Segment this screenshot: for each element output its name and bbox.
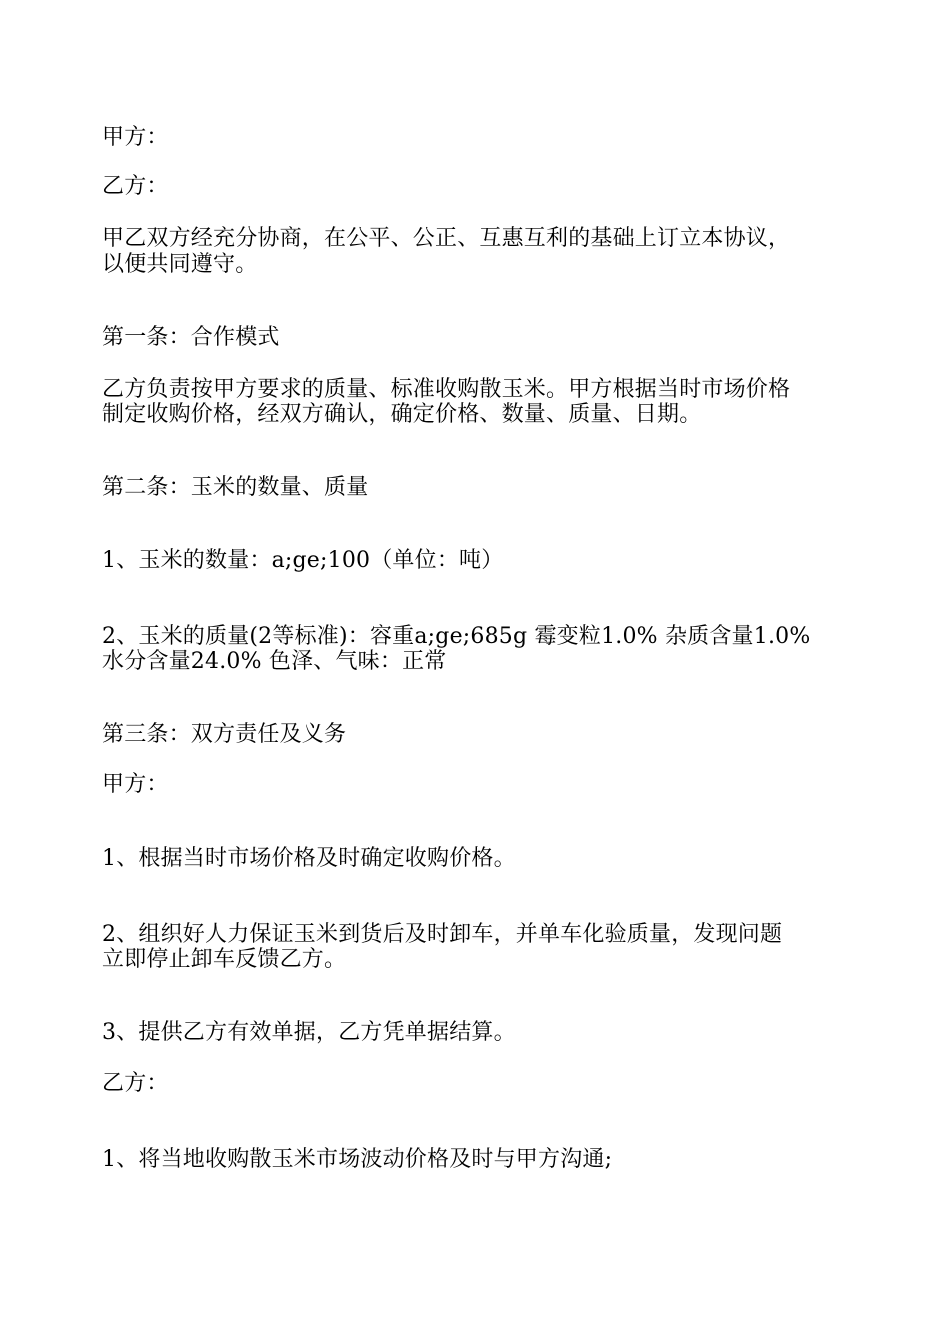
party-a-duty-2-line-1: 2、组织好人力保证玉米到货后及时卸车，并单车化验质量，发现问题 bbox=[102, 922, 783, 947]
preamble-line-2: 以便共同遵守。 bbox=[102, 252, 258, 277]
party-a-duty-1: 1、根据当时市场价格及时确定收购价格。 bbox=[102, 846, 516, 871]
party-a-duty-3: 3、提供乙方有效单据，乙方凭单据结算。 bbox=[102, 1020, 516, 1045]
article-1-text-line-2: 制定收购价格，经双方确认，确定价格、数量、质量、日期。 bbox=[102, 402, 702, 427]
preamble-line-1: 甲乙双方经充分协商，在公平、公正、互惠互利的基础上订立本协议， bbox=[102, 226, 791, 251]
party-a-duty-2-line-2: 立即停止卸车反馈乙方。 bbox=[102, 947, 347, 972]
article-2-heading: 第二条：玉米的数量、质量 bbox=[102, 475, 369, 500]
article-3-party-b-label: 乙方： bbox=[102, 1071, 169, 1096]
article-2-item-2-line-2: 水分含量24.0% 色泽、气味：正常 bbox=[102, 649, 447, 674]
article-2-item-1: 1、玉米的数量：a;ge;100（单位：吨） bbox=[102, 548, 504, 573]
article-1-heading: 第一条：合作模式 bbox=[102, 325, 280, 350]
party-a-label: 甲方： bbox=[102, 125, 169, 150]
article-1-text-line-1: 乙方负责按甲方要求的质量、标准收购散玉米。甲方根据当时市场价格 bbox=[102, 377, 791, 402]
article-3-party-a-label: 甲方： bbox=[102, 772, 169, 797]
party-b-duty-1: 1、将当地收购散玉米市场波动价格及时与甲方沟通; bbox=[102, 1147, 613, 1172]
article-3-heading: 第三条：双方责任及义务 bbox=[102, 722, 347, 747]
article-2-item-2-line-1: 2、玉米的质量(2等标准)：容重a;ge;685g 霉变粒1.0% 杂质含量1.0% bbox=[102, 624, 811, 649]
party-b-label: 乙方： bbox=[102, 174, 169, 199]
